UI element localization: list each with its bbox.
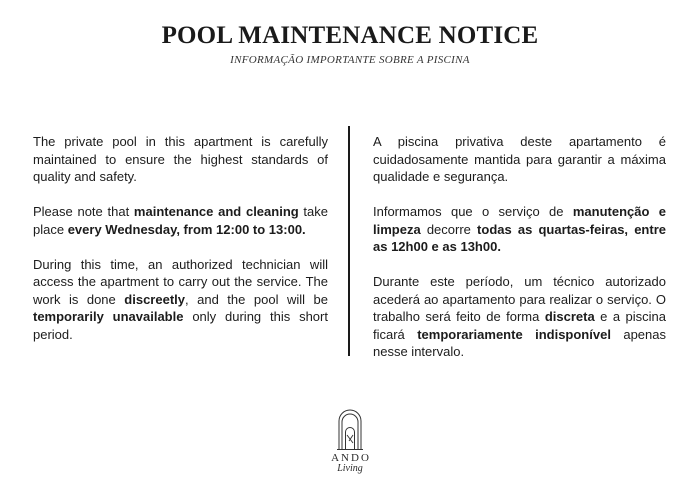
portuguese-paragraph-intro: A piscina privativa deste apartamento é cuidadosamente mantida para garantir a máxima qualidade e segurança. [373, 134, 666, 184]
english-schedule-emphasis-2: every Wednesday, from 12:00 to 13:00. [67, 221, 306, 237]
english-schedule-text-1: Please note that [33, 204, 134, 219]
english-details-text-2: , and the pool will be [184, 291, 328, 307]
brand-name: ANDO [331, 452, 371, 464]
brand-tagline: Living [337, 463, 363, 474]
brand-logo [300, 408, 400, 474]
english-paragraph-schedule [33, 203, 328, 238]
portuguese-details-emphasis-2: temporariamente indisponível [417, 326, 611, 342]
notice-title: POOL MAINTENANCE NOTICE [161, 22, 539, 49]
english-paragraph-details [33, 256, 328, 344]
portuguese-details-text-1: Durante este período, um técnico autorizado acederá ao apartamento para realizar o serviço. O trabalho será feito de forma [373, 274, 666, 324]
english-schedule-text-2: take place [33, 204, 329, 237]
notice-subtitle: INFORMAÇÃO IMPORTANTE SOBRE A PISCINA [230, 54, 470, 66]
portuguese-schedule-emphasis-1: manutenção e limpeza [373, 204, 666, 237]
english-schedule-emphasis-1: maintenance and cleaning [133, 204, 299, 219]
portuguese-paragraph-schedule [373, 203, 666, 256]
portuguese-schedule-text-2: decorre [420, 221, 478, 237]
english-details-emphasis-1: discreetly [124, 291, 185, 307]
english-details-emphasis-2: temporarily unavailable [33, 309, 184, 324]
portuguese-details-emphasis-1: discreta [544, 309, 595, 324]
portuguese-details-text-3: apenas nesse intervalo. [373, 326, 666, 359]
english-details-text-1: During this time, an authorized technician will access the apartment to carry out the service. The work is done [33, 256, 328, 307]
arch-logo-icon [337, 408, 363, 450]
column-divider [348, 126, 350, 356]
portuguese-column [373, 133, 666, 378]
portuguese-details-text-2: e a piscina ficará [373, 309, 667, 342]
english-column [33, 133, 328, 361]
portuguese-paragraph-details [373, 273, 666, 361]
portuguese-schedule-emphasis-2: todas as quartas-feiras, entre as 12h00 e as 13h00. [373, 221, 666, 254]
portuguese-schedule-text-1: Informamos que o serviço de [373, 204, 573, 219]
english-details-text-3: only during this short period. [33, 309, 328, 342]
english-paragraph-intro: The private pool in this apartment is carefully maintained to ensure the highest standards of quality and safety. [33, 134, 328, 184]
